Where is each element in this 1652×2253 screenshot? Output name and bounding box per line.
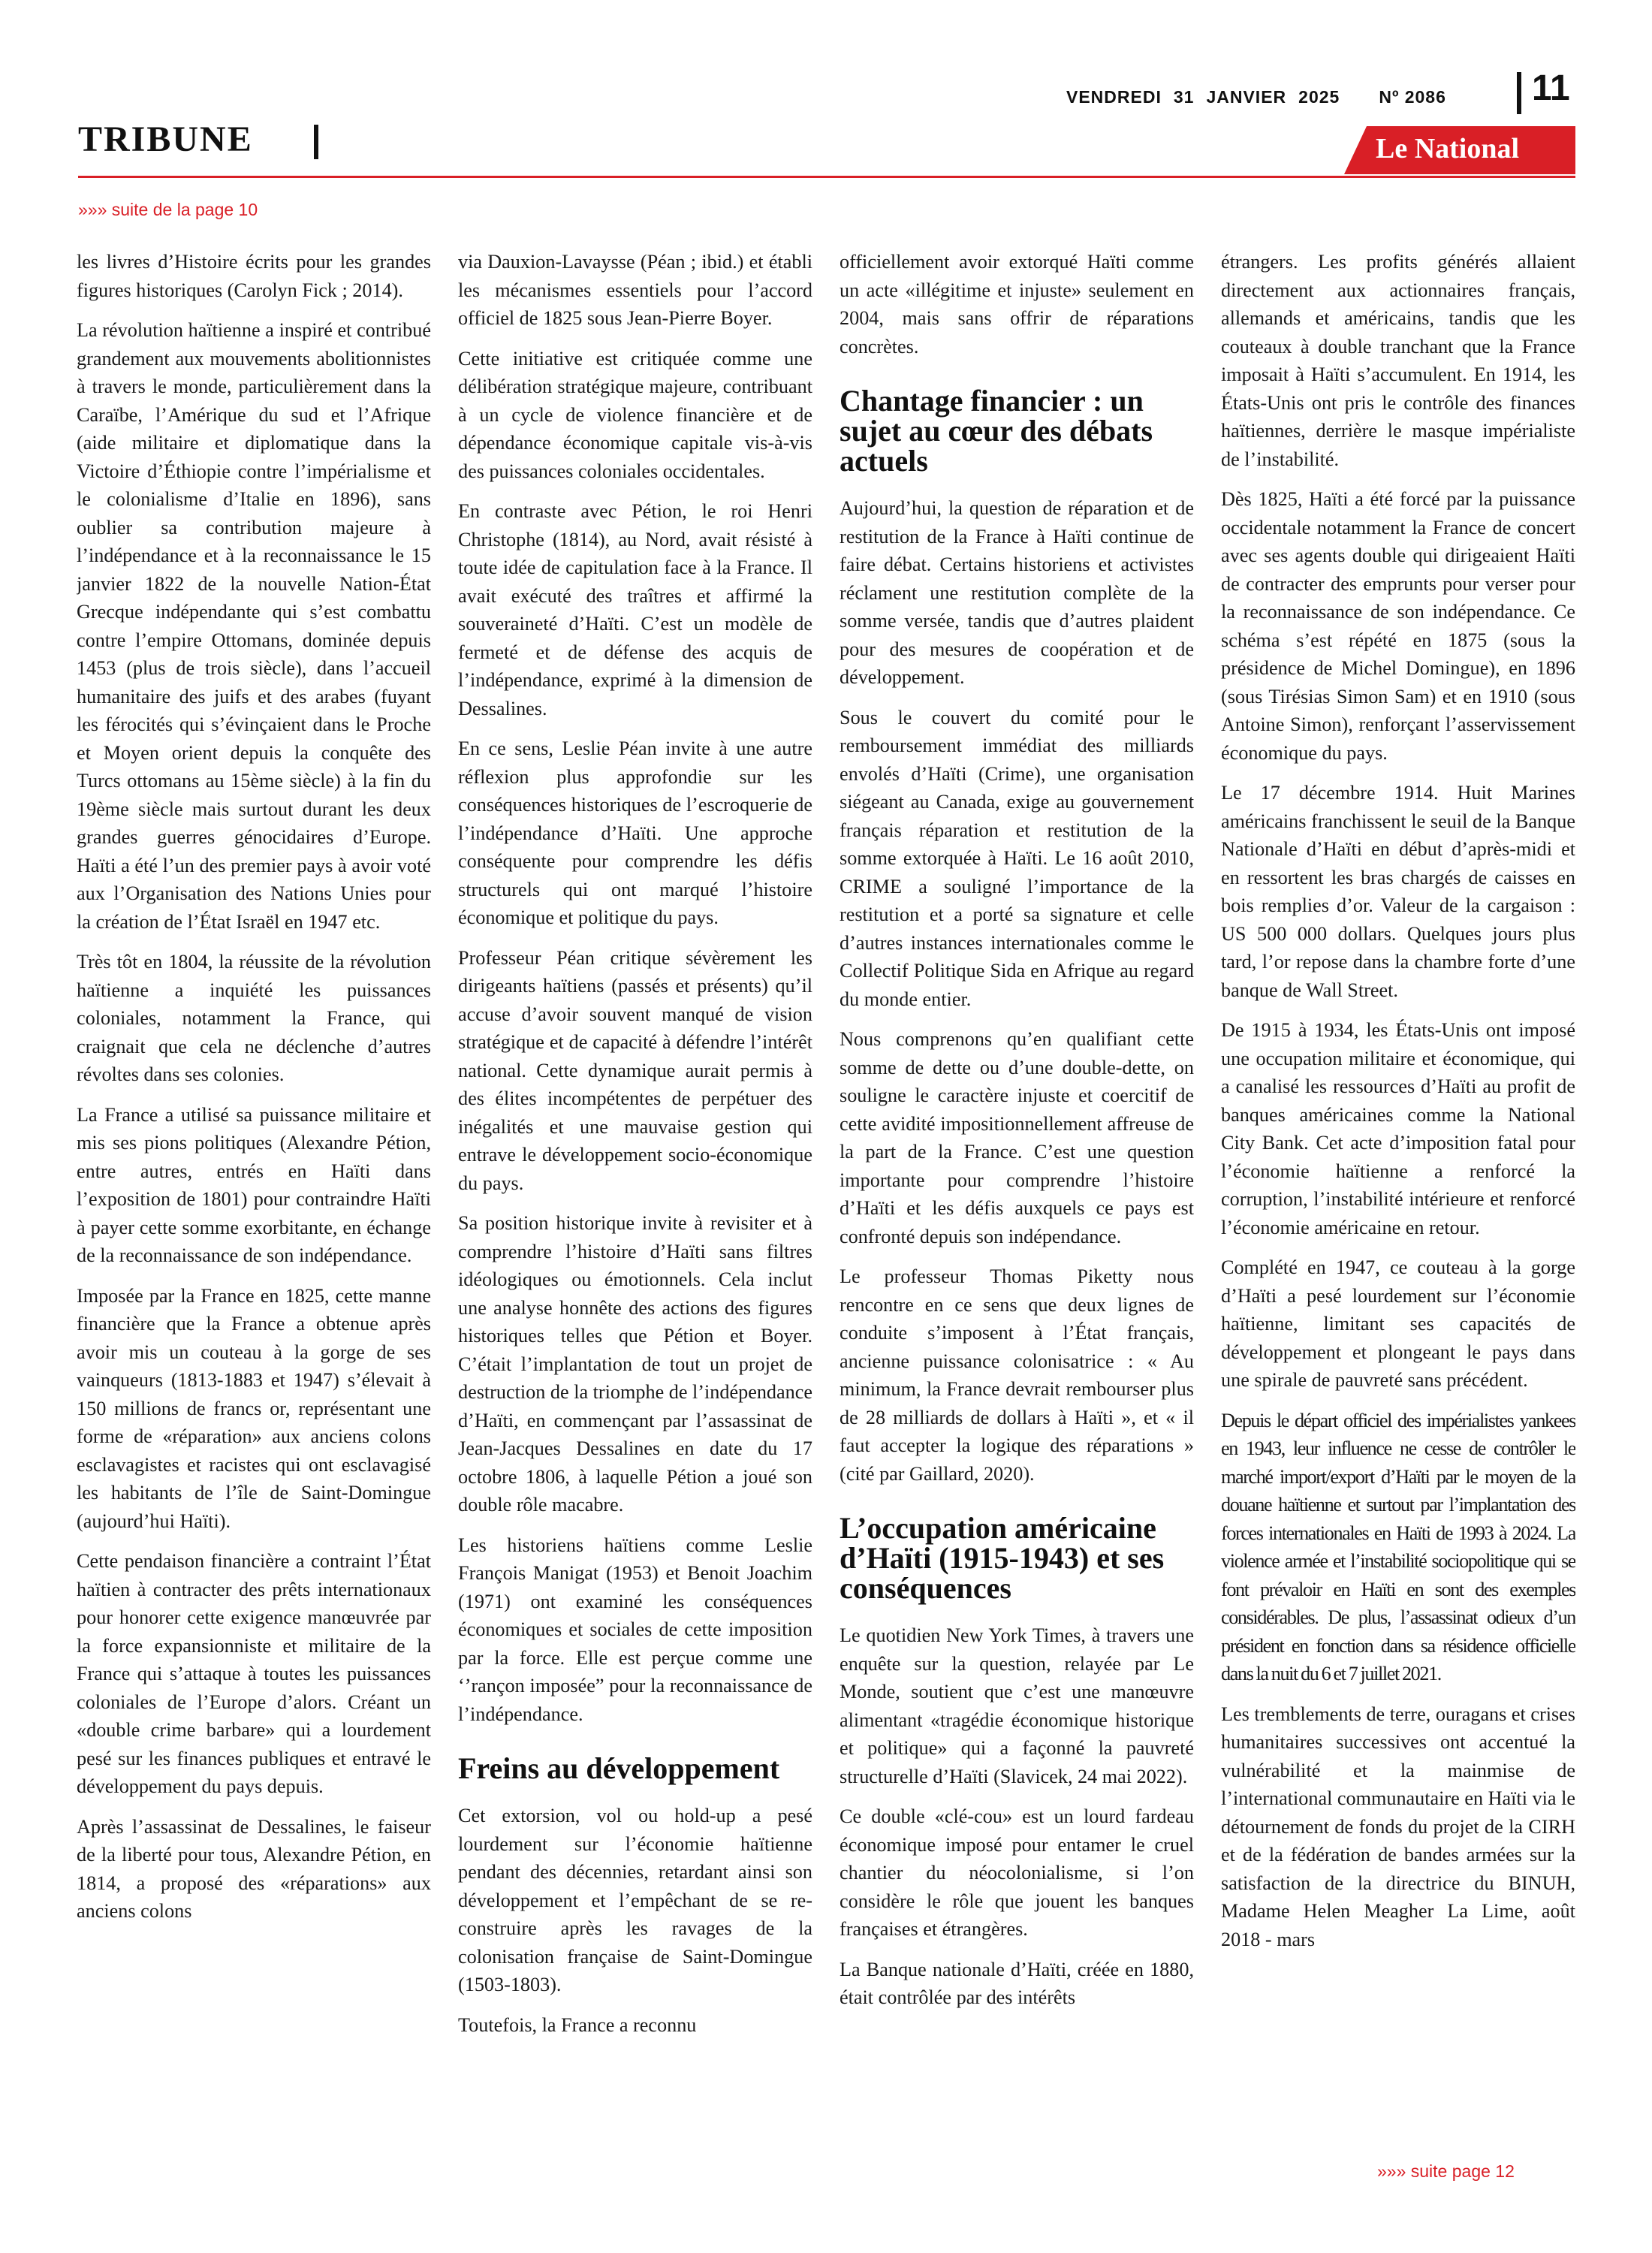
- paragraph: La Banque nationale d’Haïti, créée en 1880, était contrôlée par des intérêts: [840, 1958, 1194, 2008]
- paragraph: Dès 1825, Haïti a été forcé par la puissance occidentale notamment la France de concert avec ses agents double qui dirigeaient Haïti de contracter des emprunts pour verser pour la reconnaissance de son indépendance. Ce schéma s’est répété en 1875 (sous la présidence de Michel Domingue), en 1896 (sous Tirésias Simon Sam) et en 1910 (sous Antoine Simon), renforçant l’asservissement économique du pays.: [1221, 488, 1575, 764]
- article-column-1: [77, 248, 431, 2155]
- paragraph: étrangers. Les profits générés allaient directement aux actionnaires français, allemands et américains, tandis que les couteaux à double tranchant que la France imposait à Haïti s’accumulent. En 1914, les États-Unis ont pris le contrôle des finances haïtiennes, derrière le masque impérialiste de l’instabilité.: [1221, 251, 1575, 470]
- article-column-4: [1221, 248, 1575, 2155]
- paragraph: Le 17 décembre 1914. Huit Marines américains franchissent le seuil de la Banque Nationale d’Haïti en début d’après-midi et en ressortent les bras chargés de caisses en bois remplies d’or. Valeur de la cargaison : US 500 000 dollars. Quelques jours plus tard, l’or repose dans la chambre forte d’une banque de Wall Street.: [1221, 782, 1575, 1001]
- date-month: JANVIER: [1206, 87, 1287, 107]
- section-title: TRIBUNE: [78, 119, 253, 159]
- paragraph: Imposée par la France en 1825, cette manne financière que la France a obtenue après avoir mis un couteau à la gorge de ses vainqueurs (1813-1883 et 1947) s’élevait à 150 millions de francs or, représentant une forme de «réparation» aux anciens colons esclavagistes et racistes qui ont esclavagisé les habitants de l’île de Saint-Domingue (aujourd’hui Haïti).: [77, 1284, 431, 1532]
- paragraph: Cette initiative est critiquée comme une délibération stratégique majeure, contribuant à un cycle de violence financière et de dépendance économique capitale vis-à-vis des puissances coloniales occidentales.: [458, 347, 812, 482]
- paragraph: Sous le couvert du comité pour le remboursement immédiat des milliards envolés d’Haïti (Crime), une organisation siégeant au Canada, exige au gouvernement français réparation et restitution de la somme extorquée à Haïti. Le 16 août 2010, CRIME a souligné l’importance de la restitution et a porté sa signature et celle d’autres instances internationales comme le Collectif Politique Sida en Afrique au regard du monde entier.: [840, 706, 1194, 1010]
- paragraph: Cette pendaison financière a contraint l’État haïtien à contracter des prêts internationaux pour honorer cette exigence manœuvrée par la force expansionniste et militaire de la France qui s’attaque à toutes les puissances coloniales de l’Europe d’alors. Créant un «double crime barbare» qui a lourdement pesé sur les finances publiques et entravé le développement du pays depuis.: [77, 1550, 431, 1797]
- paragraph: En contraste avec Pétion, le roi Henri Christophe (1814), au Nord, avait résisté à toute idée de capitulation face à la France. Il avait exécuté des traîtres et affirmé la souveraineté d’Haïti. C’est un modèle de fermeté et de défense des acquis de l’indépendance, exprimé à la dimension de Dessalines.: [458, 500, 812, 719]
- paragraph: Le professeur Thomas Piketty nous rencontre en ce sens que deux lignes de conduite s’imposent à l’État français, ancienne puissance colonisatrice : « Au minimum, la France devrait rembourser plus de 28 milliards de dollars à Haïti », et « il faut accepter la logique des réparations » (cité par Gaillard, 2020).: [840, 1265, 1194, 1485]
- newspaper-brand: Le National: [1376, 133, 1520, 164]
- page-number-divider: [1517, 72, 1521, 114]
- issue-date-line: [1066, 87, 1458, 107]
- issue-number: Nº 2086: [1379, 87, 1446, 107]
- paragraph: En ce sens, Leslie Péan invite à une autre réflexion plus approfondie sur les conséquences historiques de l’escroquerie de l’indépendance d’Haïti. Une approche conséquente pour comprendre les défis structurels qui ont marqué l’histoire économique et politique du pays.: [458, 737, 812, 928]
- paragraph: Aujourd’hui, la question de réparation et de restitution de la France à Haïti continue de faire débat. Certains historiens et activistes réclament une restitution complète de la somme versée, tandis que d’autres plaident pour des mesures de coopération et de développement.: [840, 497, 1194, 688]
- date-year: 2025: [1298, 87, 1340, 107]
- page-number: 11: [1532, 68, 1570, 108]
- continued-on-link[interactable]: »»» suite page 12: [1377, 2161, 1515, 2181]
- paragraph: Cet extorsion, vol ou hold-up a pesé lourdement sur l’économie haïtienne pendant des décennies, retardant ainsi son développement et l’empêchant de se re-construire après les ravages de la colonisation française de Saint-Domingue (1503-1803).: [458, 1805, 812, 1995]
- paragraph: Après l’assassinat de Dessalines, le faiseur de la liberté pour tous, Alexandre Pétion, en 1814, a proposé des «réparations» aux anciens colons: [77, 1815, 431, 1922]
- paragraph: La France a utilisé sa puissance militaire et mis ses pions politiques (Alexandre Pétion, entre autres, entrés en Haïti dans l’exposition de 1801) pour contraindre Haïti à payer cette somme exorbitante, en échange de la reconnaissance de son indépendance.: [77, 1103, 431, 1266]
- paragraph: les livres d’Histoire écrits pour les grandes figures historiques (Carolyn Fick ; 2014).: [77, 251, 431, 301]
- paragraph: Les tremblements de terre, ouragans et crises humanitaires successives ont accentué la vulnérabilité et la mainmise de l’international communautaire en Haïti via le détournement de fonds du projet de la CIRH et de la fédération de bandes armées sur la satisfaction de la directrice du BINUH, Madame Helen Meagher La Lime, août 2018 - mars: [1221, 1703, 1575, 1950]
- paragraph: Le quotidien New York Times, à travers une enquête sur la question, relayée par Le Monde, soutient que c’est une manœuvre alimentant «tragédie économique historique et politique» qui a façonné la pauvreté structurelle d’Haïti (Slavicek, 24 mai 2022).: [840, 1624, 1194, 1787]
- paragraph: La révolution haïtienne a inspiré et contribué grandement aux mouvements abolitionnistes à travers le monde, particulièrement dans la Caraïbe, l’Amérique du sud et l’Afrique (aide militaire et diplomatique dans la Victoire d’Éthiopie contre l’impérialisme et le colonialisme d’Italie en 1896), sans oublier sa contribution majeure à l’indépendance et à la reconnaissance le 15 janvier 1822 de la nouvelle Nation-État Grecque indépendante qui s’est combattu contre l’empire Ottomans, dominée depuis 1453 (plus de trois siècle), dans l’accueil humanitaire des juifs et des arabes (fuyant les férocités qui s’évinçaient dans le Proche et Moyen orient depuis la conquête des Turcs ottomans au 15ème siècle) à la fin du 19ème siècle mais surtout durant les deux grandes guerres génocidaires d’Europe. Haïti a été l’un des premier pays à avoir voté aux l’Organisation des Nations Unies pour la création de l’État Israël en 1947 etc.: [77, 319, 431, 933]
- article-column-2: [458, 248, 812, 2155]
- article-column-3: [840, 248, 1194, 2155]
- subheading: Chantage financier : un sujet au cœur des débats actuels: [840, 384, 1153, 478]
- paragraph: Ce double «clé-cou» est un lourd fardeau économique imposé pour entamer le cruel chantier du néocolonialisme, si l’on considère le rôle que jouent les banques françaises et étrangères.: [840, 1805, 1194, 1940]
- paragraph: Très tôt en 1804, la réussite de la révolution haïtienne a inquiété les puissances coloniales, notamment la France, qui craignait que cela ne déclenche d’autres révoltes dans ses colonies.: [77, 951, 431, 1085]
- paragraph: Sa position historique invite à revisiter et à comprendre l’histoire d’Haïti sans filtres idéologiques ou émotionnels. Cela inclut une analyse honnête des actions des figures historiques telles que Pétion et Boyer. C’était l’implantation de tout un projet de destruction de la triomphe de l’indépendance d’Haïti, en commençant par l’assassinat de Jean-Jacques Dessalines en date du 17 octobre 1806, à laquelle Pétion a joué son double rôle macabre.: [458, 1212, 812, 1516]
- header-rule: [78, 176, 1575, 178]
- date-weekday: VENDREDI: [1066, 87, 1162, 107]
- subheading: Freins au développement: [458, 1751, 780, 1785]
- section-title-divider: [314, 125, 318, 159]
- continued-from-link[interactable]: »»» suite de la page 10: [78, 200, 258, 219]
- paragraph: via Dauxion-Lavaysse (Péan ; ibid.) et établi les mécanismes essentiels pour l’accord officiel de 1825 sous Jean-Pierre Boyer.: [458, 251, 812, 329]
- paragraph: Nous comprenons qu’en qualifiant cette somme de dette ou d’une double-dette, on souligne le caractère injuste et coercitif de cette avidité impositionnellement affreuse de la part de la France. C’est une question importante pour comprendre l’histoire d’Haïti et les défis auxquels ce pays est confronté depuis son indépendance.: [840, 1028, 1194, 1247]
- paragraph: officiellement avoir extorqué Haïti comme un acte «illégitime et injuste» seulement en 2004, mais sans offrir de réparations concrètes.: [840, 251, 1194, 357]
- paragraph: Les historiens haïtiens comme Leslie François Manigat (1953) et Benoit Joachim (1971) ont examiné les conséquences économiques et sociales de cette imposition par la force. Elle est perçue comme une ‘’rançon imposée” pour la reconnaissance de l’indépendance.: [458, 1534, 812, 1725]
- date-day: 31: [1173, 87, 1195, 107]
- paragraph: De 1915 à 1934, les États-Unis ont imposé une occupation militaire et économique, qui a canalisé les ressources d’Haïti au profit de banques américaines comme la National City Bank. Cet acte d’imposition fatal pour l’économie haïtienne a renforcé la corruption, l’instabilité intérieure et renforcé l’économie américaine en retour.: [1221, 1019, 1575, 1238]
- paragraph: Complété en 1947, ce couteau à la gorge d’Haïti a pesé lourdement sur l’économie haïtienne, limitant ses capacités de développement et plongeant le pays dans une spirale de pauvreté sans précédent.: [1221, 1256, 1575, 1391]
- subheading: L’occupation américaine d’Haïti (1915-1943) et ses conséquences: [840, 1511, 1165, 1605]
- paragraph: Professeur Péan critique sévèrement les dirigeants haïtiens (passés et présents) qu’il accuse d’avoir souvent manqué de vision stratégique et de capacité à défendre l’intérêt national. Cette dynamique aurait permis à des élites incompétentes de perpétuer des inégalités et une mauvaise gestion qui entrave le développement socio-économique du pays.: [458, 946, 812, 1194]
- paragraph: Toutefois, la France a reconnu: [458, 2013, 697, 2036]
- paragraph: Depuis le départ officiel des impérialistes yankees en 1943, leur influence ne cesse de contrôler le marché import/export d’Haïti par le moyen de la douane haïtienne et surtout par l’implantation des forces internationales en Haïti de 1993 à 2024. La violence armée et l’instabilité sociopolitique qui se font prévaloir en Haïti en sont des exemples considérables. De plus, l’assassinat odieux d’un président en fonction dans sa résidence officielle dans la nuit du 6 et 7 juillet 2021.: [1221, 1409, 1575, 1684]
